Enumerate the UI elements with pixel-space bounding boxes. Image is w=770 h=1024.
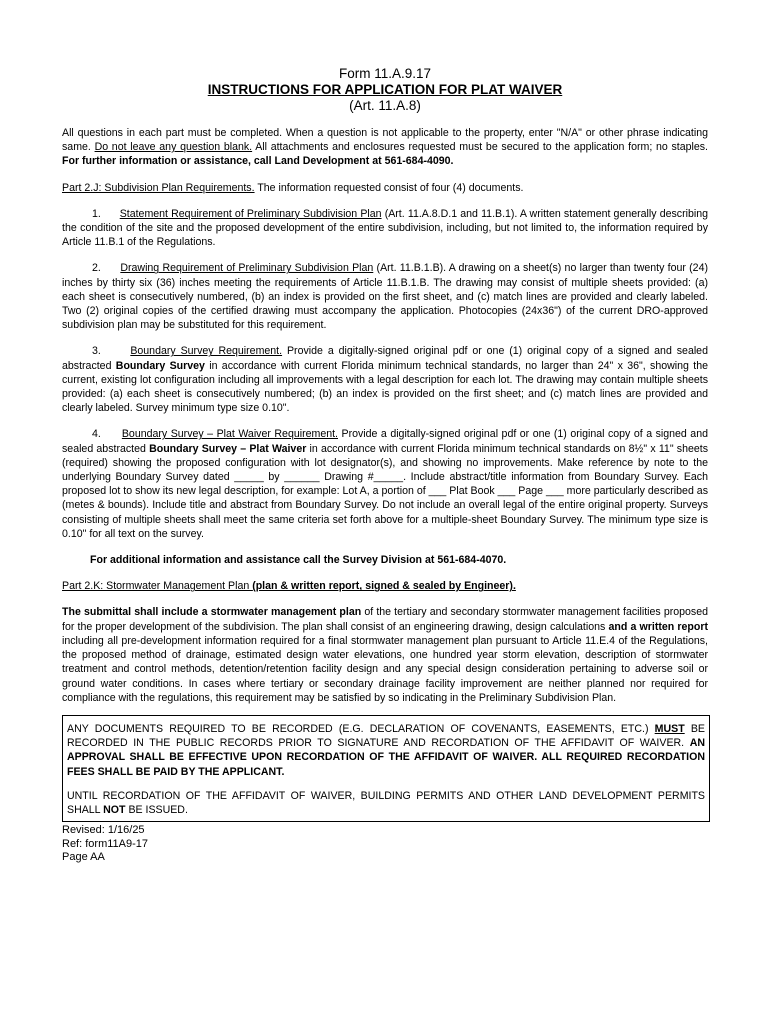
item-1-title: Statement Requirement of Preliminary Subdivision Plan <box>119 207 382 220</box>
item-2-number: 2. <box>92 262 101 275</box>
notice-paragraph-1 <box>67 722 705 779</box>
item-3-bold: Boundary Survey <box>115 359 205 372</box>
notice-2-not: NOT <box>103 803 126 816</box>
intro-underline: Do not leave any question blank. <box>94 141 253 154</box>
part-k-heading-bold: (plan & written report, signed & sealed by Engineer). <box>252 580 516 593</box>
revised-date: Revised: 1/16/25 <box>62 824 145 837</box>
item-2-title: Drawing Requirement of Preliminary Subdivision Plan <box>120 262 374 275</box>
document-footer <box>62 824 708 865</box>
part-j-heading-rest: The information requested consist of four (4) documents. <box>254 181 524 194</box>
notice-paragraph-2 <box>67 789 705 817</box>
item-1-text: (Art. 11.A.8.D.1 and 11.B.1). A written statement generally describing the condition of the site and the proposed development of the entire subdivision, including, but not limited to, the information required by Article 11.B.1 of the Regulations. <box>62 207 708 249</box>
part-k-text-2: including all pre-development information required for a final stormwater management plan pursuant to Article 11.E.4 of the Regulations, the proposed method of drainage, estimated design water elevations, one hundred year storm elevation, description of stormwater treatment and control methods, detention/retention facility design and any special design consideration pertaining to adverse soil or ground water conditions. In cases where tertiary or secondary drainage facility improvement are neither planned nor required for compliance with the regulations, this requirement may be satisfied by so indicating in the Preliminary Subdivision Plan. <box>62 634 708 704</box>
item-4-bold: Boundary Survey – Plat Waiver <box>149 442 307 455</box>
item-1-paragraph <box>62 207 708 250</box>
item-3-text-2: in accordance with current Florida minimum technical standards, no larger than 24" x 36", showing the current, existing lot configuration including all improvements with a legal description for each lot. The drawing may contain multiple sheets provided: (a) each sheet is consecutively numbered; (b) an index is provided on the first sheet; and (c) match lines are provided and clearly labeled. Survey minimum type size 0.10". <box>62 359 708 415</box>
item-4-text-2: in accordance with current Florida minimum technical standards on 8½" x 11" sheets (required) showing the proposed configuration with lot designator(s), and showing no improvements. Make reference by note to the underlying Boundary Survey dated _____ by ______ Drawing #_____. Include abstract/title information from Boundary Survey. Each proposed lot to show its new legal description, for example: Lot A, a portion of ___ Plat Book ___ Page ___ more particularly described as (metes & bounds). Include title and abstract from Boundary Survey. Do not include an overall legal of the entire original property. Surveys consisting of multiple sheets shall meet the same criteria set forth above for a multiple-sheet Boundary Survey. The minimum type size is 0.10" for all text on the survey. <box>62 442 708 540</box>
notice-1-text-2: BE RECORDED IN THE PUBLIC RECORDS PRIOR TO SIGNATURE AND RECORDATION OF THE AFFIDAVIT OF WAIVER. <box>67 722 705 750</box>
item-3-title: Boundary Survey Requirement. <box>130 345 283 358</box>
intro-text-2: All attachments and enclosures requested must be secured to the application form; no staples. <box>252 141 708 154</box>
article-reference: (Art. 11.A.8) <box>349 98 421 113</box>
document-page <box>62 66 708 865</box>
intro-contact: For further information or assistance, call Land Development at 561-684-4090. <box>62 155 454 168</box>
item-3-number: 3. <box>92 345 101 358</box>
survey-contact-line: For additional information and assistance call the Survey Division at 561-684-4070. <box>90 554 507 567</box>
document-header <box>62 66 708 114</box>
part-j-heading <box>62 181 708 195</box>
part-k-text-1: of the tertiary and secondary stormwater management facilities proposed for the proper development of the subdivision. The plan shall consist of an engineering drawing, design calculations <box>62 606 708 633</box>
part-k-heading <box>62 579 708 593</box>
document-title: INSTRUCTIONS FOR APPLICATION FOR PLAT WAIVER <box>207 82 563 97</box>
item-4-paragraph <box>62 427 708 541</box>
intro-text-1: All questions in each part must be completed. When a question is not applicable to the property, enter "N/A" or other phrase indicating same. <box>62 127 708 154</box>
notice-2-text-2: BE ISSUED. <box>125 803 188 816</box>
recording-notice-box <box>62 715 710 822</box>
notice-1-bold: AN APPROVAL SHALL BE EFFECTIVE UPON RECORDATION OF THE AFFIDAVIT OF WAIVER. ALL REQUIRED RECORDATION FEES SHALL BE PAID BY THE APPLICANT. <box>67 737 705 778</box>
notice-2-text-1: UNTIL RECORDATION OF THE AFFIDAVIT OF WAIVER, BUILDING PERMITS AND OTHER LAND DEVELOPMENT PERMITS SHALL <box>67 789 705 816</box>
part-k-bold-2: and a written report <box>608 620 709 633</box>
notice-1-text-1: ANY DOCUMENTS REQUIRED TO BE RECORDED (E.G. DECLARATION OF COVENANTS, EASEMENTS, ETC.) <box>67 722 655 735</box>
item-4-text-1: Provide a digitally-signed original pdf or one (1) original copy of a signed and sealed abstracted <box>62 428 708 455</box>
item-2-paragraph <box>62 261 708 332</box>
intro-paragraph <box>62 126 708 169</box>
item-4-title: Boundary Survey – Plat Waiver Requirement. <box>121 428 338 441</box>
form-number: Form 11.A.9.17 <box>338 66 432 81</box>
item-1-number: 1. <box>92 207 101 220</box>
notice-1-must: MUST <box>654 722 685 735</box>
item-3-paragraph <box>62 344 708 415</box>
page-label: Page AA <box>62 851 105 864</box>
item-3-text-1: Provide a digitally-signed original pdf or one (1) original copy of a signed and sealed abstracted <box>62 345 708 372</box>
part-j-heading-title: Part 2.J: Subdivision Plan Requirements. <box>62 181 255 194</box>
item-4-number: 4. <box>92 428 101 441</box>
part-k-bold-1: The submittal shall include a stormwater management plan <box>62 606 362 619</box>
item-2-text: (Art. 11.B.1.B). A drawing on a sheet(s) no larger than twenty four (24) inches by thirty six (36) inches meeting the requirements of Article 11.B.1.B. The drawing may consist of multiple sheets provided: (a) each sheet is consecutively numbered, (b) an index is provided on the first sheet, and (c) match lines are provided and clearly labeled. Two (2) original copies of the certified drawing must accompany the application. Photocopies (24x36") of the current DRO-approved subdivision plan may be substituted for this requirement. <box>62 262 708 332</box>
form-reference: Ref: form11A9-17 <box>62 837 149 850</box>
part-k-paragraph <box>62 605 708 704</box>
part-k-heading-title: Part 2.K: Stormwater Management Plan <box>62 580 253 593</box>
